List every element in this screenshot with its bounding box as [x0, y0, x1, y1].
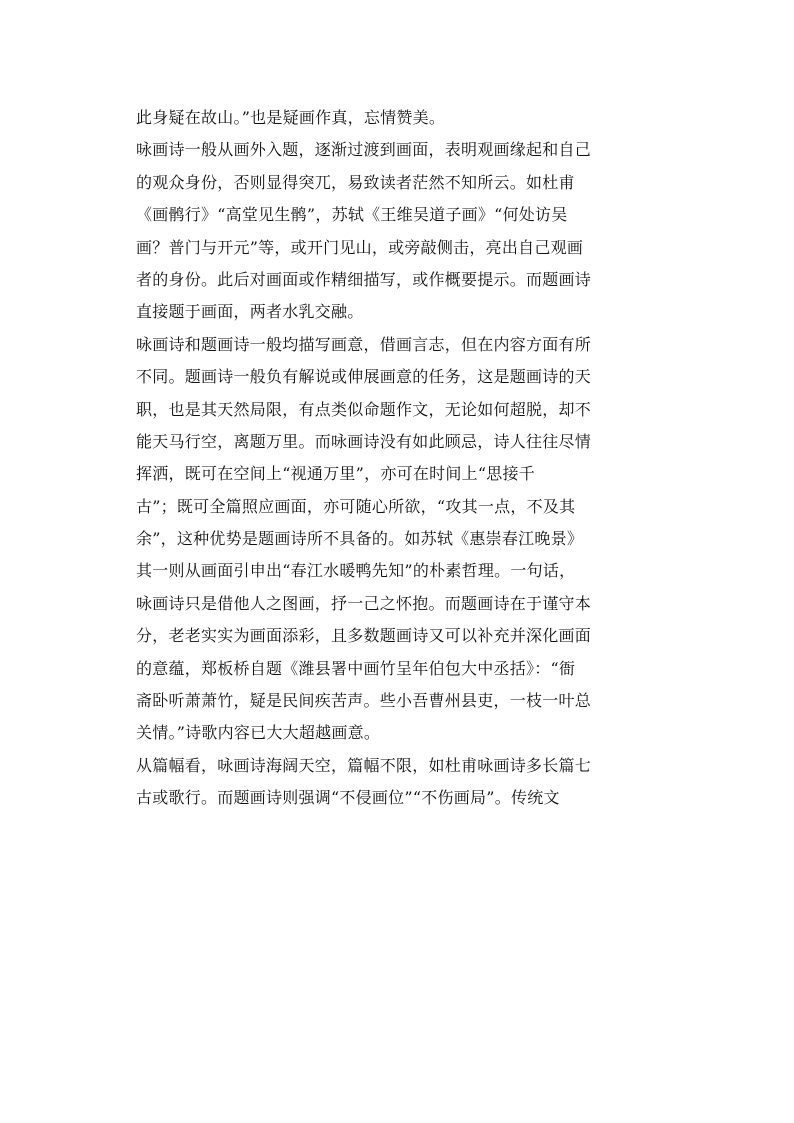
text-line: 其一则从画面引申出“春江水暖鸭先知”的朴素哲理。一句话， — [136, 561, 576, 581]
text-line: 的观众身份，否则显得突兀，易致读者茫然不知所云。如杜甫 — [136, 172, 575, 192]
text-line: 职，也是其天然局限，有点类似命题作文，无论如何超脱，却不 — [136, 399, 592, 419]
text-line: 咏画诗只是借他人之图画，抒一己之怀抱。而题画诗在于谨守本 — [136, 593, 592, 613]
text-line: 《画鹘行》“高堂见生鹘”，苏轼《王维吴道子画》“何处访吴 — [136, 205, 568, 225]
text-line: 古”；既可全篇照应画面，亦可随心所欲，“攻其一点，不及其 — [136, 496, 576, 516]
text-line: 关情。”诗歌内容已大大超越画意。 — [136, 723, 381, 743]
text-line: 画？普门与开元”等，或开门见山，或旁敲侧击，亮出自己观画 — [136, 237, 584, 257]
text-line: 此身疑在故山。”也是疑画作真，忘情赞美。 — [136, 108, 446, 127]
text-line: 直接题于画面，两者水乳交融。 — [136, 302, 364, 322]
document-page — [136, 102, 666, 815]
text-line: 不同。题画诗一般负有解说或伸展画意的任务，这是题画诗的天 — [136, 367, 592, 387]
text-line: 咏画诗一般从画外入题，逐渐过渡到画面，表明观画缘起和自己 — [136, 140, 592, 160]
text-line: 咏画诗和题画诗一般均描写画意，借画言志，但在内容方面有所 — [136, 334, 592, 354]
text-line: 者的身份。此后对画面或作精细描写，或作概要提示。而题画诗 — [136, 269, 592, 289]
text-line: 从篇幅看，咏画诗海阔天空，篇幅不限，如杜甫咏画诗多长篇七 — [136, 755, 592, 775]
text-line: 挥洒，既可在空间上“视通万里”，亦可在时间上“思接千 — [136, 464, 536, 484]
text-line: 斋卧听萧萧竹，疑是民间疾苦声。些小吾曹州县吏，一枝一叶总 — [136, 691, 592, 711]
text-line: 余”，这种优势是题画诗所不具备的。如苏轼《惠崇春江晚景》 — [136, 529, 584, 549]
text-line: 的意蕴，郑板桥自题《潍县署中画竹呈年伯包大中丞括》：“衙 — [136, 658, 576, 678]
text-line: 能天马行空，离题万里。而咏画诗没有如此顾忌，诗人往往尽情 — [136, 431, 592, 451]
text-line: 分，老老实实为画面添彩，且多数题画诗又可以补充并深化画面 — [136, 626, 592, 646]
text-line: 古或歌行。而题画诗则强调“不侵画位”“不伤画局”。传统文 — [136, 788, 560, 808]
